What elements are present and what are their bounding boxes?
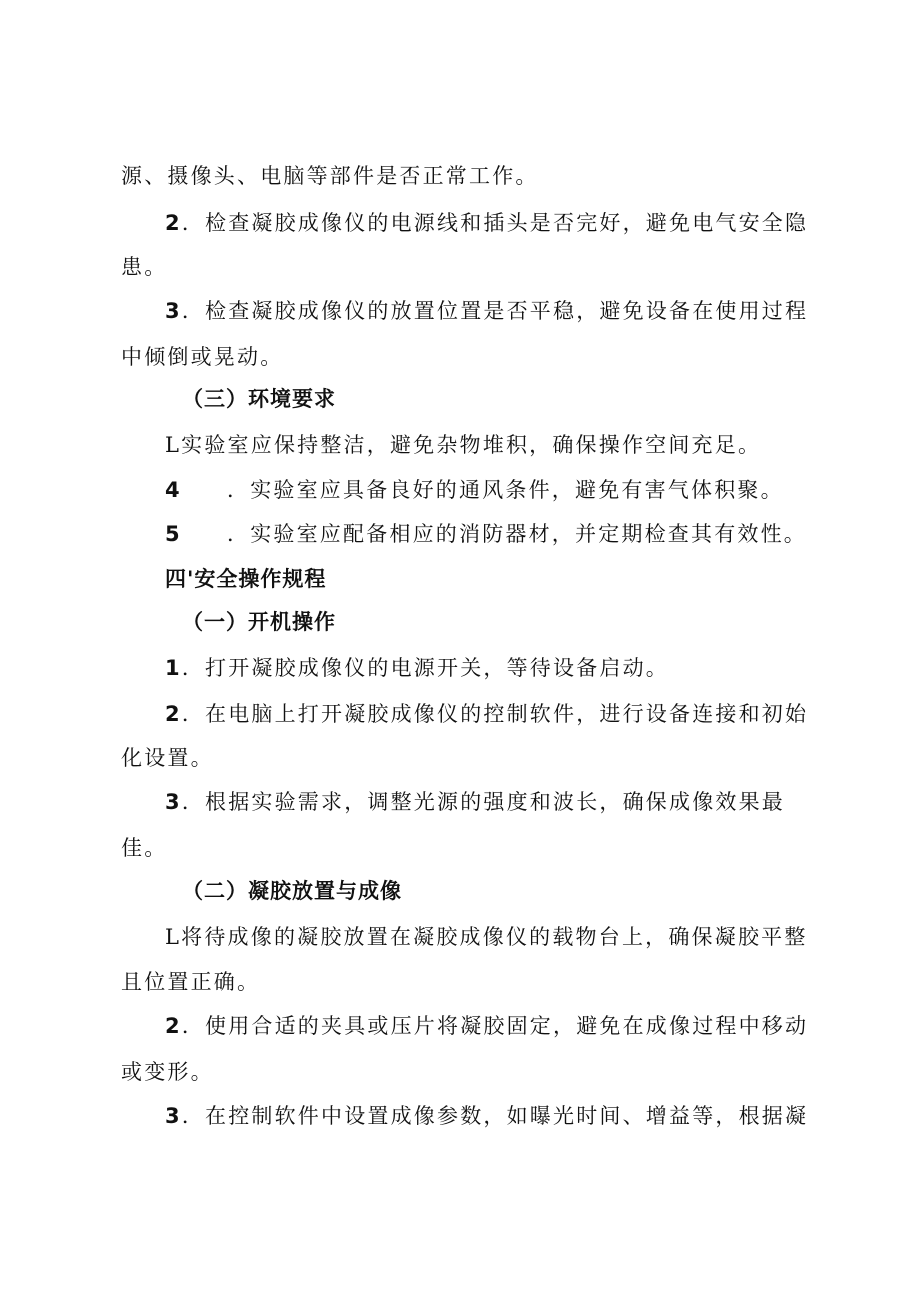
item-text: ．使用合适的夹具或压片将凝胶固定，避免在成像过程中移动 <box>181 1014 809 1038</box>
item-number: 4 <box>165 478 182 502</box>
text-line: 中倾倒或晃动。 <box>121 345 284 369</box>
list-item <box>165 209 808 237</box>
list-item <box>165 1102 808 1130</box>
item-number: 1 <box>165 656 182 680</box>
item-text: ．检查凝胶成像仪的电源线和插头是否完好，避免电气安全隐 <box>181 211 809 235</box>
item-text: ．根据实验需求，调整光源的强度和波长，确保成像效果最 <box>181 790 786 814</box>
item-number: 3 <box>165 790 182 814</box>
list-item <box>165 700 808 728</box>
item-text: ．实验室应具备良好的通风条件，避免有害气体积聚。 <box>227 478 784 502</box>
item-text: ．打开凝胶成像仪的电源开关，等待设备启动。 <box>181 656 670 680</box>
item-text: ．在控制软件中设置成像参数，如曝光时间、增益等，根据凝 <box>181 1104 809 1128</box>
text-line: 化设置。 <box>121 746 214 770</box>
item-number: 5 <box>165 522 182 546</box>
text-line: 源、摄像头、电脑等部件是否正常工作。 <box>121 164 539 188</box>
text-line: 或变形。 <box>121 1060 214 1084</box>
list-item <box>165 654 669 682</box>
list-item <box>165 1012 808 1040</box>
list-item <box>165 297 808 325</box>
list-item <box>165 788 785 816</box>
list-item: L将待成像的凝胶放置在凝胶成像仪的载物台上，确保凝胶平整 <box>165 925 808 949</box>
section-heading: （三）环境要求 <box>182 387 336 411</box>
text-line: 患。 <box>121 255 168 279</box>
text-line: 佳。 <box>121 836 168 860</box>
item-text: ．检查凝胶成像仪的放置位置是否平稳，避免设备在使用过程 <box>181 299 809 323</box>
section-heading: （二）凝胶放置与成像 <box>182 879 402 903</box>
item-number: 2 <box>165 1014 182 1038</box>
item-text: ．在电脑上打开凝胶成像仪的控制软件，进行设备连接和初始 <box>181 702 809 726</box>
list-item <box>165 520 807 548</box>
list-item: L实验室应保持整洁，避免杂物堆积，确保操作空间充足。 <box>165 433 762 457</box>
section-heading: （一）开机操作 <box>182 610 336 634</box>
item-text: ．实验室应配备相应的消防器材，并定期检查其有效性。 <box>227 522 807 546</box>
chapter-heading: 四'安全操作规程 <box>165 567 327 591</box>
item-number: 3 <box>165 299 182 323</box>
text-line: 且位置正确。 <box>121 970 261 994</box>
item-number: 2 <box>165 211 182 235</box>
item-number: 2 <box>165 702 182 726</box>
list-item <box>165 476 784 504</box>
item-number: 3 <box>165 1104 182 1128</box>
